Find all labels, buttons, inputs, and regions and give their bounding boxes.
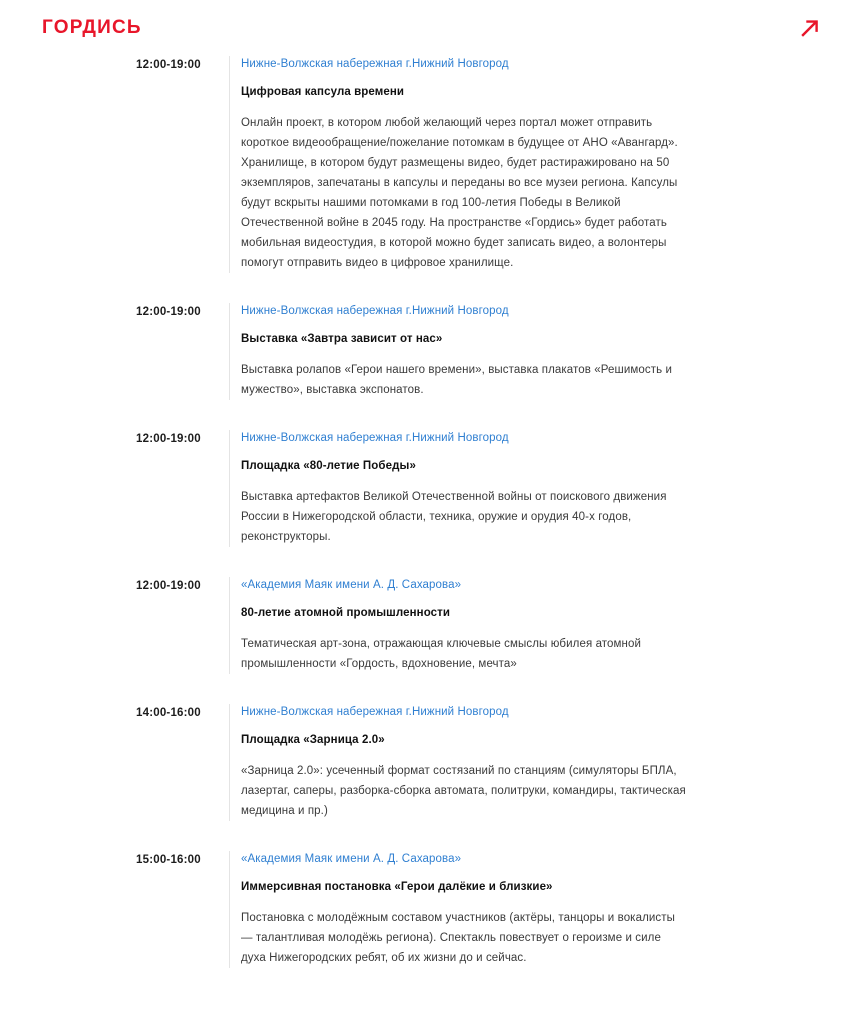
event-description: «Зарница 2.0»: усеченный формат состязаний по станциям (симуляторы БПЛА, лазертаг, саперы, разборка-сборка автомата, политруки, командиры, тактическая медицина и пр.) bbox=[241, 765, 686, 817]
page-header bbox=[0, 0, 851, 56]
event-time: 12:00-19:00 bbox=[136, 306, 201, 318]
event-description: Тематическая арт-зона, отражающая ключевые смыслы юбилея атомной промышленности «Гордость, вдохновение, мечта» bbox=[241, 638, 642, 670]
event-time: 12:00-19:00 bbox=[136, 580, 201, 592]
list-item bbox=[0, 704, 851, 821]
event-time: 14:00-16:00 bbox=[136, 707, 201, 719]
event-body bbox=[229, 303, 827, 400]
list-item bbox=[0, 303, 851, 400]
event-body bbox=[229, 704, 827, 821]
event-body bbox=[229, 577, 827, 674]
event-body bbox=[229, 56, 827, 273]
event-venue[interactable]: Нижне-Волжская набережная г.Нижний Новгород bbox=[241, 58, 509, 70]
event-description: Онлайн проект, в котором любой желающий через портал может отправить короткое видеообращение/пожелание потомкам в будущее от АНО «Авангард». Хранилище, в котором будут размещены видео, будет растиражировано на 50 экземпляров, запечатаны в капсулы и переданы во все музеи региона. Капсулы будут вскрыты нашими потомками в год 100-летия Победы в Великой Отечественной войне в 2045 году. На пространстве «Гордись» будет работать мобильная видеостудия, в которой можно будет записать видео, а волонтеры помогут отправить видео в цифровое хранилище. bbox=[241, 117, 678, 269]
event-body bbox=[229, 851, 827, 968]
event-venue[interactable]: «Академия Маяк имени А. Д. Сахарова» bbox=[241, 853, 462, 865]
event-venue[interactable]: Нижне-Волжская набережная г.Нижний Новгород bbox=[241, 706, 509, 718]
event-list bbox=[0, 56, 851, 968]
event-title: Цифровая капсула времени bbox=[241, 86, 405, 98]
event-time: 12:00-19:00 bbox=[136, 433, 201, 445]
event-description: Постановка с молодёжным составом участников (актёры, танцоры и вокалисты — талантливая молодёжь региона). Спектакль повествует о героизме и силе духа Нижегородских ребят, об их жизни до и сейчас. bbox=[241, 912, 675, 964]
list-item bbox=[0, 430, 851, 547]
event-body bbox=[229, 430, 827, 547]
event-venue[interactable]: Нижне-Волжская набережная г.Нижний Новгород bbox=[241, 305, 509, 317]
event-time: 15:00-16:00 bbox=[136, 854, 201, 866]
event-title: Выставка «Завтра зависит от нас» bbox=[241, 333, 443, 345]
event-title: Площадка «Зарница 2.0» bbox=[241, 734, 385, 746]
event-description: Выставка ролапов «Герои нашего времени», выставка плакатов «Решимость и мужество», выставка экспонатов. bbox=[241, 364, 672, 396]
brand-logo[interactable]: ГОРДИСЬ bbox=[42, 17, 142, 38]
event-description: Выставка артефактов Великой Отечественной войны от поискового движения России в Нижегородской области, техника, оружие и орудия 40-х годов, реконструкторы. bbox=[241, 491, 667, 543]
event-venue[interactable]: «Академия Маяк имени А. Д. Сахарова» bbox=[241, 579, 462, 591]
event-title: Площадка «80-летие Победы» bbox=[241, 460, 416, 472]
list-item bbox=[0, 851, 851, 968]
list-item bbox=[0, 577, 851, 674]
schedule-page bbox=[0, 56, 851, 1022]
arrow-up-right-icon[interactable] bbox=[793, 11, 827, 45]
event-venue[interactable]: Нижне-Волжская набережная г.Нижний Новгород bbox=[241, 432, 509, 444]
list-item bbox=[0, 56, 851, 273]
event-title: Иммерсивная постановка «Герои далёкие и близкие» bbox=[241, 881, 553, 893]
event-time: 12:00-19:00 bbox=[136, 59, 201, 71]
event-title: 80-летие атомной промышленности bbox=[241, 607, 451, 619]
